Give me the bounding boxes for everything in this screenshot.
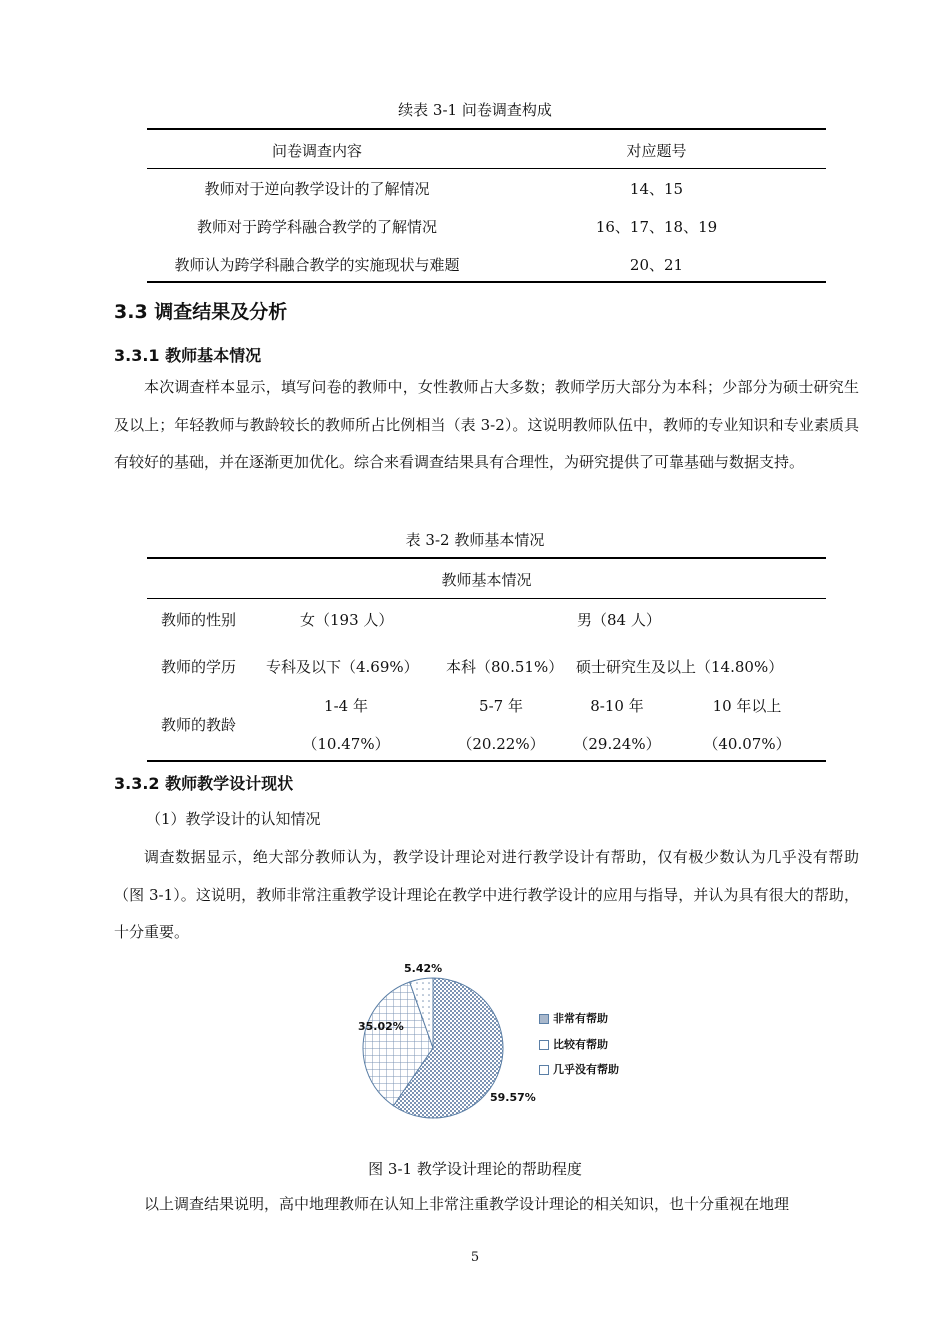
subsection-1-heading: （1）教学设计的认知情况 [146, 810, 321, 828]
table-row-items: 20、21 [629, 256, 684, 274]
experience-pct: （20.22%） [457, 735, 545, 753]
table-3-1-caption: 续表 3-1 问卷调查构成 [398, 101, 552, 119]
legend-item-very-helpful [539, 1010, 608, 1026]
table-3-2-header: 教师基本情况 [441, 571, 532, 589]
experience-range: 8-10 年 [590, 697, 644, 715]
section-3-3-heading: 3.3 调查结果及分析 [114, 301, 288, 323]
legend-label: 比较有帮助 [553, 1038, 608, 1051]
gender-male: 男（84 人） [577, 611, 661, 629]
table-3-1-header-rule [147, 168, 826, 169]
experience-pct: （29.24%） [573, 735, 661, 753]
table-row-items: 14、15 [629, 180, 684, 198]
legend-label: 几乎没有帮助 [553, 1063, 619, 1076]
experience-label: 教师的教龄 [161, 716, 237, 734]
table-row-items: 16、17、18、19 [595, 218, 718, 236]
table-row-content: 教师认为跨学科融合教学的实施现状与难题 [174, 256, 460, 274]
education-label: 教师的学历 [161, 658, 237, 676]
education-junior-college: 专科及以下（4.69%） [266, 658, 419, 676]
section-3-3-2-heading: 3.3.2 教师教学设计现状 [114, 774, 294, 793]
table-row-content: 教师对于跨学科融合教学的了解情况 [196, 218, 437, 236]
gender-female: 女（193 人） [300, 611, 394, 629]
education-bachelor: 本科（80.51%） [446, 658, 564, 676]
experience-range: 5-7 年 [479, 697, 523, 715]
legend-label: 非常有帮助 [553, 1012, 608, 1025]
table-3-1-bottom-rule [147, 281, 826, 283]
section-3-3-2-paragraph: 调查数据显示，绝大部分教师认为，教学设计理论对进行教学设计有帮助，仅有极少数认为几乎没有帮助（图 3-1）。这说明，教师非常注重教学设计理论在教学中进行教学设计的应用与指导，并认为具有很大的帮助，十分重要。 [114, 848, 859, 941]
table-3-2-top-rule [147, 557, 826, 559]
section-3-3-1-heading: 3.3.1 教师基本情况 [114, 346, 262, 365]
legend-swatch-grid [539, 1040, 549, 1050]
experience-pct: （40.07%） [703, 735, 791, 753]
legend-swatch-dots [539, 1065, 549, 1075]
legend-item-relatively-helpful [539, 1036, 608, 1052]
table-3-2-header-rule [147, 598, 826, 599]
table-3-1-header-content: 问卷调查内容 [271, 142, 362, 160]
table-3-1-header-items: 对应题号 [626, 142, 687, 160]
experience-pct: （10.47%） [302, 735, 390, 753]
table-3-1-top-rule [147, 128, 826, 130]
figure-3-1-caption: 图 3-1 教学设计理论的帮助程度 [368, 1160, 582, 1178]
table-row-content: 教师对于逆向教学设计的了解情况 [204, 180, 430, 198]
section-3-3-1-paragraph: 本次调查样本显示，填写问卷的教师中，女性教师占大多数；教师学历大部分为本科；少部分为硕士研究生及以上；年轻教师与教龄较长的教师所占比例相当（表 3-2）。这说明教师队伍中，教师的专业知识和专业素质具有较好的基础，并在逐渐更加优化。综合来看调查结果具有合理性，为研究提供了可靠基础与数据支持。 [114, 378, 859, 471]
experience-range: 1-4 年 [324, 697, 368, 715]
table-3-2-caption: 表 3-2 教师基本情况 [405, 531, 545, 549]
closing-paragraph: 以上调查结果说明，高中地理教师在认知上非常注重教学设计理论的相关知识，也十分重视在地理 [144, 1195, 790, 1213]
slice-label-very-helpful: 59.57% [490, 1091, 536, 1104]
legend-item-almost-none [539, 1061, 619, 1077]
table-3-2-bottom-rule [147, 760, 826, 762]
slice-label-relatively-helpful: 35.02% [358, 1020, 404, 1033]
gender-label: 教师的性别 [161, 611, 237, 629]
legend-swatch-dense [539, 1014, 549, 1024]
experience-range: 10 年以上 [712, 697, 782, 715]
slice-label-almost-none: 5.42% [404, 962, 443, 975]
page-number: 5 [470, 1250, 480, 1265]
education-master: 硕士研究生及以上（14.80%） [576, 658, 784, 676]
